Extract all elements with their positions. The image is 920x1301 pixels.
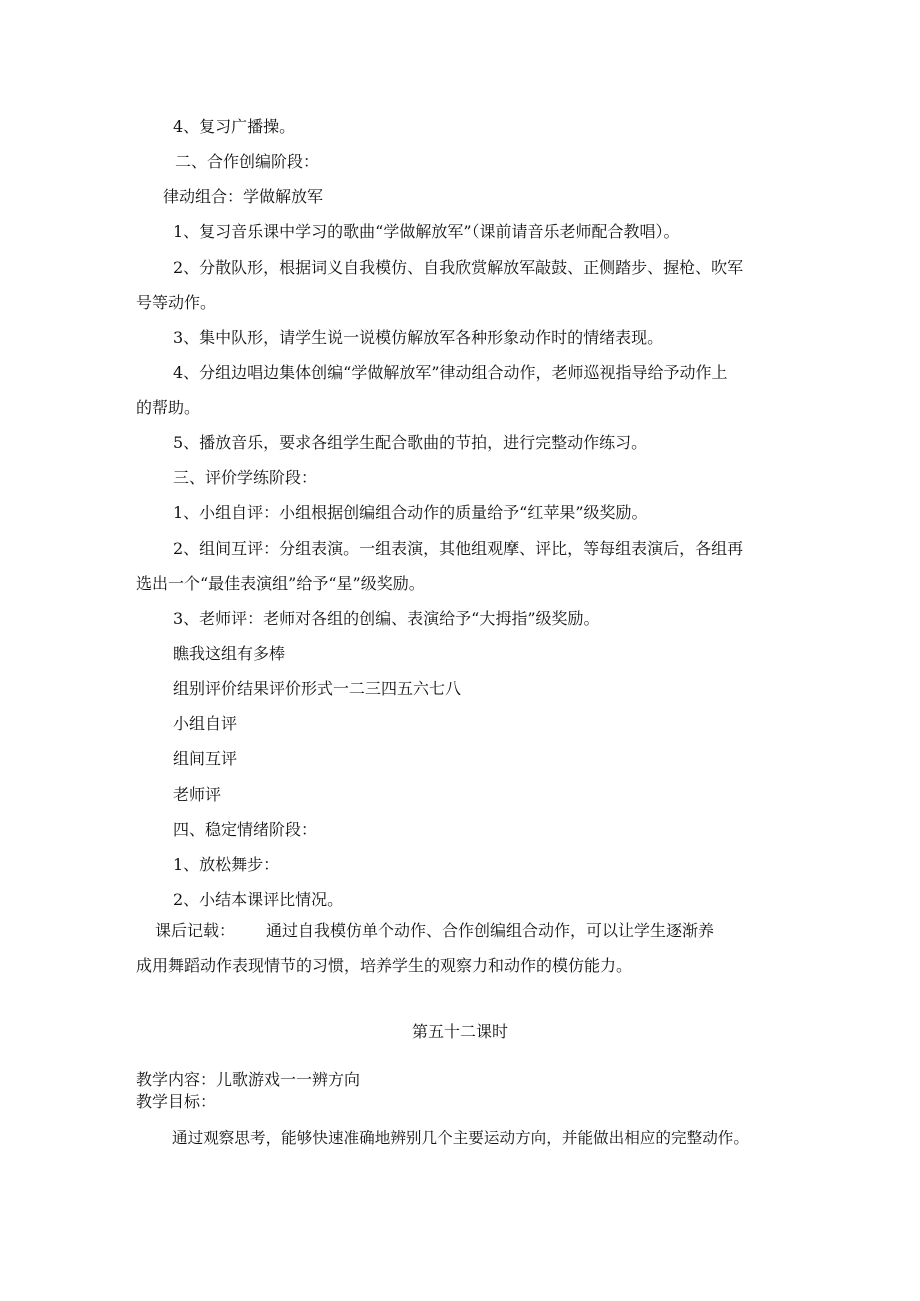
- table-row-teacher-eval: 老师评: [173, 785, 222, 804]
- step-2-line-1: 2、分散队形，根据词义自我模仿、自我欣赏解放军敲鼓、正侧踏步、握枪、吹军: [173, 258, 744, 277]
- step-1-review-song: 1、复习音乐课中学习的歌曲“学做解放军”（课前请音乐老师配合教唱）。: [173, 222, 680, 241]
- heading-calm-down: 四、稳定情绪阶段：: [173, 820, 318, 839]
- after-class-notes-label: 课后记载：: [155, 921, 236, 940]
- step-2-line-2: 号等动作。: [136, 293, 217, 312]
- heading-evaluation: 三、评价学练阶段：: [173, 468, 318, 487]
- heading-cooperative-creation: 二、合作创编阶段：: [175, 152, 320, 171]
- step-4-line-1: 4、分组边唱边集体创编“学做解放军”律动组合动作，老师巡视指导给予动作上: [173, 363, 728, 382]
- step-4-line-2: 的帮助。: [136, 398, 201, 417]
- eval-1-self: 1、小组自评：小组根据创编组合动作的质量给予“红苹果”级奖励。: [173, 503, 648, 522]
- eval-2-line-2: 选出一个“最佳表演组”给予“星”级奖励。: [136, 574, 425, 593]
- item-review-broadcast-exercise: 4、复习广播操。: [173, 117, 296, 136]
- step-3-formation: 3、集中队形，请学生说一说模仿解放军各种形象动作时的情绪表现。: [173, 328, 664, 347]
- teaching-goal-label: 教学目标：: [136, 1092, 217, 1111]
- after-class-notes-line-2: 成用舞蹈动作表现情节的习惯，培养学生的观察力和动作的模仿能力。: [136, 956, 633, 975]
- teaching-content: 教学内容：儿歌游戏一一辨方向: [136, 1070, 361, 1089]
- calm-step-2: 2、小结本课评比情况。: [173, 890, 344, 909]
- eval-2-line-1: 2、组间互评：分组表演。一组表演，其他组观摩、评比，等每组表演后，各组再: [173, 539, 744, 558]
- teaching-goal-text: 通过观察思考，能够快速准确地辨别几个主要运动方向，并能做出相应的完整动作。: [172, 1129, 749, 1147]
- lesson-title: 第五十二课时: [411, 1022, 508, 1041]
- table-header: 组别评价结果评价形式一二三四五六七八: [173, 679, 462, 698]
- table-row-peer-eval: 组间互评: [173, 749, 238, 768]
- table-title: 瞧我这组有多棒: [173, 644, 286, 663]
- step-5-music: 5、播放音乐，要求各组学生配合歌曲的节拍，进行完整动作练习。: [173, 433, 648, 452]
- rhythm-group-title: 律动组合：学做解放军: [163, 187, 324, 206]
- table-row-self-eval: 小组自评: [173, 714, 238, 733]
- after-class-notes-line-1: 通过自我模仿单个动作、合作创编组合动作，可以让学生逐渐养: [266, 921, 715, 940]
- calm-step-1: 1、放松舞步：: [173, 855, 280, 874]
- eval-3-teacher: 3、老师评：老师对各组的创编、表演给予“大拇指”级奖励。: [173, 609, 600, 628]
